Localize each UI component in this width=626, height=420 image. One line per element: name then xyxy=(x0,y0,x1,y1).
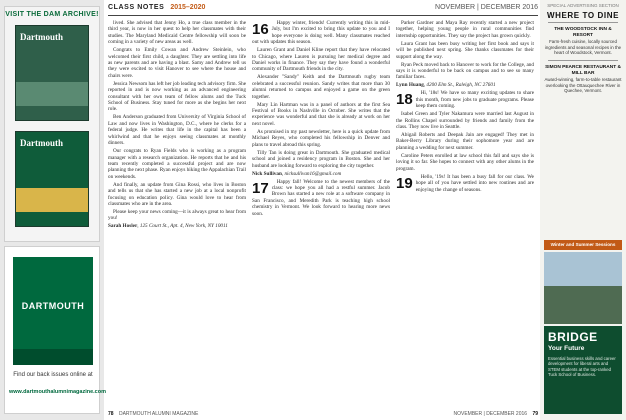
note-paragraph: Congrats to Emily Cowan and Andrew Steinlein, who welcomed their first child, a daughter. They are settling into life as new parents and are having a blast. Samy and Andrew tell us they were excited to visit Hanover to see where the house and chairs were. xyxy=(108,47,246,79)
dam-logo-icon xyxy=(13,257,93,365)
issue-date: NOVEMBER | DECEMBER 2016 xyxy=(435,4,538,11)
secretary-email-link[interactable]: nicksullivan16@gmail.com xyxy=(284,170,342,177)
class-year-heading: 18 xyxy=(396,91,413,109)
dining-listing-title: SIMON PEARCE RESTAURANT & MILL BAR xyxy=(545,64,621,76)
secretary-name: Nick Sullivan xyxy=(252,170,282,177)
note-paragraph: Abigail Roberts and Deepak Jain are engaged! They met in Baker-Berry Library during their sophomore year and are planning a wedding for next summer. xyxy=(396,132,534,151)
note-paragraph: Alexander "Sandy" Keith and the Dartmouth rugby team celebrated a successful reunion. Sandy writes that more than 30 alumni returned to campus and enjoyed a game on the green together. xyxy=(252,74,390,100)
class-year-heading: 19 xyxy=(396,174,413,192)
class-year-heading: 16 xyxy=(252,21,269,38)
secretary-name: Lynn Huang xyxy=(396,82,424,89)
archive-ad[interactable] xyxy=(4,6,100,242)
class-year-heading: 17 xyxy=(252,179,269,197)
note-paragraph: Ben Anderson graduated from University of Virginia School of Law and now lives in Washington, D.C., where he clerks for a federal judge. He writes that life in the capital has been a whirlwind and that he enjoys seeing classmates at monthly dinners. xyxy=(108,114,246,147)
magazine-cover-band xyxy=(16,188,88,212)
bridge-ad-subtitle: Your Future xyxy=(548,345,585,352)
note-paragraph: Happy winter, friends! Currently writing this in mid-July, but I'm excited to bring this update to you and I hope everyone is doing well. Many classmates reached out with updates this season. xyxy=(252,20,390,46)
footer-issue-date: NOVEMBER | DECEMBER 2016 xyxy=(453,411,528,417)
dining-listing-text: Farm-fresh cuisine, locally sourced ingredients and seasonal recipes in the heart of Woodstock, Vermont. xyxy=(544,39,622,56)
magazine-cover-image xyxy=(15,25,89,121)
note-paragraph: Caroline Peters enrolled at law school this fall and says she is loving it so far. She hopes to connect with any other alums in the program. xyxy=(396,152,534,172)
note-paragraph: Isabel Green and Tyler Nakamura were married last August in the Rollins Chapel surrounded by friends and family from the class. They now live in Seattle. xyxy=(396,111,534,131)
landscape-photo xyxy=(544,252,622,324)
photo-ridge xyxy=(544,286,622,324)
dining-listing-title: THE WOODSTOCK INN & RESORT xyxy=(554,27,612,38)
bridge-ad-title: BRIDGE xyxy=(548,330,598,344)
secretary-name: Sarah Hosler xyxy=(108,223,138,230)
magazine-cover-band xyxy=(16,82,88,106)
dam-logo-text: DARTMOUTH xyxy=(21,301,85,311)
class-secretary-signoff: Sarah Hosler, 125 Court St., Apt. 4, New York, NY 10011 xyxy=(108,223,228,230)
dam-online-text: Find our back issues online at xyxy=(13,372,93,378)
advertising-notice: SPECIAL ADVERTISING SECTION xyxy=(547,3,619,8)
note-paragraph: Laura Grant has been busy writing her first book and says it will be published next spring. She thanks classmates for their support along the way. xyxy=(396,40,534,60)
page-footer xyxy=(108,411,538,419)
dining-listing[interactable] xyxy=(540,25,626,58)
class-secretary-signoff: Nick Sullivan, nicksullivan16@gmail.com xyxy=(252,170,342,177)
class-notes-column-1 xyxy=(108,20,246,416)
note-paragraph: Parker Gardner and Maya Ray recently started a new project together, helping young people in rural communities find internship opportunities. They say the project has grown quickly. xyxy=(396,20,534,39)
page-number-right: 79 xyxy=(532,411,538,417)
note-paragraph: Ryan Peck moved back to Hanover to work for the College, and says it is wonderful to be back on campus and to see so many familiar faces. xyxy=(396,61,534,81)
note-paragraph: Jessica Newsom has left her job leading tech advisory firm. She reported in and is now working as an advanced engineering consultant with her own team of fellow alums and the Tuck School of Business. Stay tuned for more as she begins her next role. xyxy=(108,80,246,113)
note-paragraph: Hi, '18s! We have so many exciting updates to share this month, from new jobs to graduate programs. Please keep them coming. xyxy=(415,90,534,110)
class-secretary-signoff: Lynn Huang, 4200 Elm St., Raleigh, NC 27601 xyxy=(396,82,496,89)
dining-listing[interactable] xyxy=(540,63,626,96)
note-paragraph: Tilly Tan is doing great in Dartmouth. She graduated medical school and joined a residency program in Boston. She and her husband are looking forward to exploring the city together. xyxy=(252,149,390,169)
section-title: CLASS NOTES xyxy=(108,4,165,11)
note-paragraph: Please keep your news coming—it is always great to hear from you! xyxy=(108,208,246,222)
footer-publication: DARTMOUTH ALUMNI MAGAZINE xyxy=(118,411,199,417)
right-sidebar xyxy=(540,0,626,420)
note-paragraph: Our congrats to Ryan Fields who is working as a program manager with a research organization. He reports that he and his team recently completed a successful project and are now planning the next phase. Ryan enjoys hiking the Appalachian Trail on weekends. xyxy=(108,148,246,180)
note-paragraph: Hello, '19s! It has been a busy fall for our class. We hope all of you have settled into new routines and are enjoying the change of seasons. xyxy=(415,173,534,193)
bridge-ad-text: Essential business skills and career development for liberal arts and STEM students at the top-ranked Tuck School of Business. xyxy=(548,356,616,378)
sessions-banner: Winter and Summer Sessions xyxy=(544,240,622,250)
dam-online-ad[interactable] xyxy=(4,246,106,414)
secretary-address: 125 Court St., Apt. 4, New York, NY 10011 xyxy=(139,223,228,230)
bridge-ad[interactable] xyxy=(544,326,622,414)
left-advertisement xyxy=(0,0,104,420)
magazine-cover-title: Dartmouth xyxy=(20,138,63,148)
note-paragraph: And finally, an update from Gina Rossi, who lives in Boston and tells us that she has started a new job at a local nonprofit focusing on education policy. Gina would love to hear from classmates who are in the area. xyxy=(108,181,246,207)
magazine-cover-image xyxy=(15,131,89,227)
magazine-cover-title: Dartmouth xyxy=(20,32,63,42)
dam-logo-bar xyxy=(13,349,93,365)
page-header xyxy=(108,4,538,16)
secretary-address: 4200 Elm St., Raleigh, NC 27601 xyxy=(426,82,496,89)
section-years: 2015–2020 xyxy=(170,4,206,11)
class-notes-column-2 xyxy=(252,20,390,416)
note-paragraph: Happy fall! Welcome to the newest members of the class: we hope you all had a restful summer. Jacob Brown has started a new role at a software company in San Francisco, and Meredith Park is teaching high school chemistry in Vermont. We look forward to hearing more news soon. xyxy=(252,178,390,217)
class-notes-column-3 xyxy=(396,20,534,416)
divider xyxy=(548,22,618,23)
where-to-dine-title: WHERE TO DINE xyxy=(546,11,620,20)
archive-ad-title: VISIT THE DAM ARCHIVE! xyxy=(5,11,99,18)
dam-online-link[interactable]: www.dartmouthalumnimagazine.com xyxy=(9,389,106,395)
note-paragraph: As promised in my past newsletter, here is a quick update from Michael Reyes, who completed his fellowship in Denver and plans to travel abroad this spring. xyxy=(252,128,390,148)
note-paragraph: Lauren Grant and Daniel Kline report that they have relocated to Chicago, where Lauren is pursuing her medical degree and Daniel works in finance. They say they have found a wonderful community of Dartmouth friends in the city. xyxy=(252,47,390,73)
dining-listing-text: Award-winning, farm-to-table restaurant overlooking the Ottauquechee River in Quechee, Vermont. xyxy=(544,77,622,94)
note-paragraph: lived. She advised that Jenny Ho, a true class member in the third year, is now in her quest to help her classmates with their studies. The Maryland Medicaid Centre fellowship will soon be coming in a variety of new areas as well. xyxy=(108,20,246,46)
footer-right xyxy=(454,411,539,417)
divider xyxy=(548,60,618,61)
page-number-left: 78 xyxy=(108,411,114,417)
note-paragraph: Mary Lin Hartman was in a panel of authors at the first Sea Festival of Books in Nashville in October. She writes that the experience was wonderful and that she is already at work on her next novel. xyxy=(252,101,390,127)
